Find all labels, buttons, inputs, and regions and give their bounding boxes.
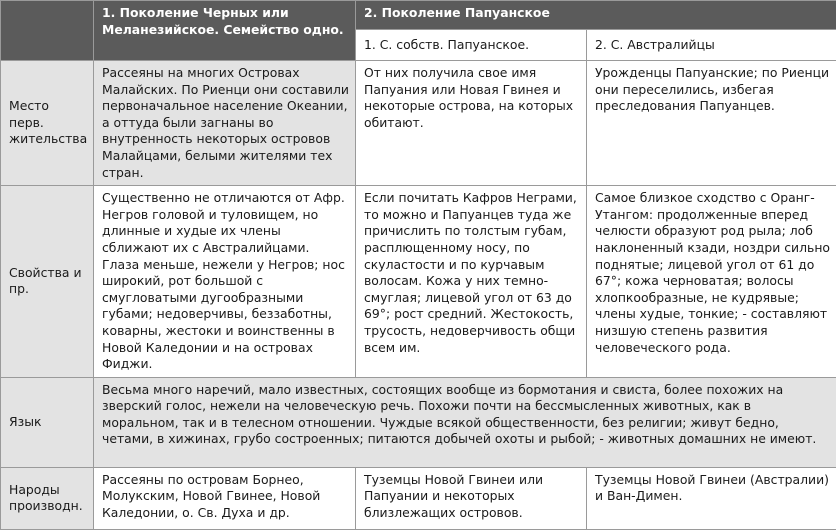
table-cell: Рассеяны по островам Борнео, Молукским, Новой Гвинее, Новой Каледонии, о. Св. Духа и др. [94, 467, 356, 529]
header-corner [1, 1, 94, 61]
table-row [1, 377, 836, 467]
table-row [1, 186, 836, 378]
table-cell-span: Весьма много наречий, мало известных, состоящих вообще из бормотания и свиста, более похожих на зверский голос, нежели на человеческую речь. Похожи почти на бессмысленных животных, как в моральном, так и в телесном отношении. Чуждые всякой общественности, без религии; живут бедно, четами, в хижинах, грубо состроенных; питаются добычей охоты и рыбой; - животных домашних не имеют. [94, 377, 836, 467]
subheader-papuan: 1. С. собств. Папуанское. [356, 30, 587, 61]
table-cell: От них получила свое имя Папуания или Новая Гвинея и некоторые острова, на которых обитают. [356, 61, 587, 186]
table-row [1, 61, 836, 186]
row-label-language: Язык [1, 377, 94, 467]
row-label-habitat: Место перв. жительства [1, 61, 94, 186]
subheader-australians: 2. С. Австралийцы [587, 30, 836, 61]
table-cell: Существенно не отличаются от Афр. Негров головой и туловищем, но длинные и худые их члены сближают их с Австралийцами. Глаза меньше, нежели у Негров; нос широкий, рот большой с смугловатыми дугообразными губами; недоверчивы, беззаботны, коварны, жестоки и воинственны в Новой Каледонии и на островах Фиджи. [94, 186, 356, 378]
row-label-peoples: Народы производн. [1, 467, 94, 529]
table-cell: Самое близкое сходство с Оранг-Утангом: продолженные вперед челюсти образуют род рыла; лоб наклоненный кзади, ноздри сильно поднятые; лицевой угол от 61 до 67°; кожа черноватая; волосы хлопкообразные, не кудрявые; члены худые, тонкие; - составляют низшую степень развития человеческого рода. [587, 186, 836, 378]
header-generation-1: 1. Поколение Черных или Меланезийское. Семейство одно. [94, 1, 356, 61]
row-label-properties: Свойства и пр. [1, 186, 94, 378]
header-row [1, 1, 836, 30]
table-cell: Туземцы Новой Гвинеи или Папуании и некоторых близлежащих островов. [356, 467, 587, 529]
table-cell: Урожденцы Папуанские; по Риенци они переселились, избегая преследования Папуанцев. [587, 61, 836, 186]
header-generation-2: 2. Поколение Папуанское [356, 1, 836, 30]
table-cell: Если почитать Кафров Неграми, то можно и Папуанцев туда же причислить по толстым губам, расплющенному носу, по скуластости и по курчавым волосам. Кожа у них темно-смуглая; лицевой угол от 63 до 69°; рост средний. Жестокость, трусость, недоверчивость общи всем им. [356, 186, 587, 378]
table-row [1, 467, 836, 529]
table-cell: Туземцы Новой Гвинеи (Австралии) и Ван-Димен. [587, 467, 836, 529]
table-cell: Рассеяны на многих Островах Малайских. По Риенци они составили первоначальное население Океании, а оттуда были загнаны во внутренность некоторых островов Малайцами, белыми жителями тех стран. [94, 61, 356, 186]
